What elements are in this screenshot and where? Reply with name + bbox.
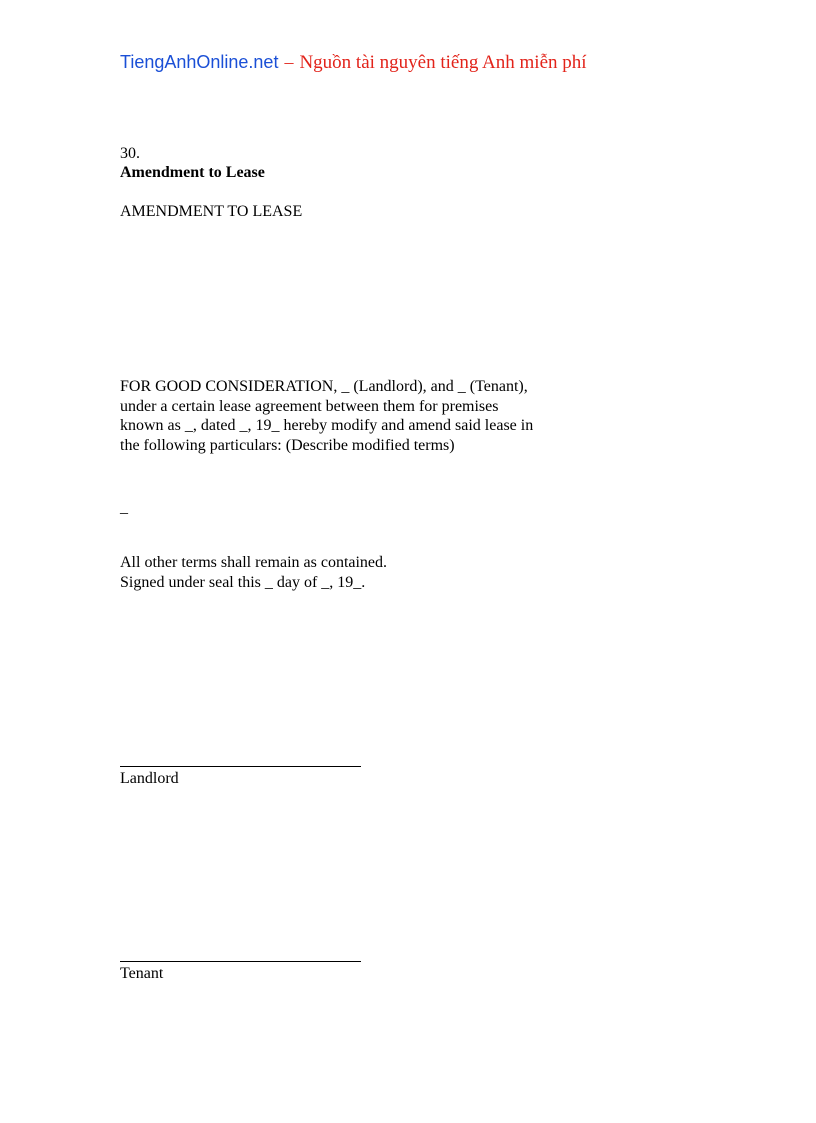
landlord-signature-label: Landlord [120,770,179,787]
document-number: 30. [120,145,140,162]
body-line-4: the following particulars: (Describe modified terms) [120,437,455,454]
document-heading: Amendment to Lease [120,164,265,181]
body-line-1: FOR GOOD CONSIDERATION, _ (Landlord), and _ (Tenant), [120,378,528,395]
header-tagline: Nguồn tài nguyên tiếng Anh miễn phí [299,52,587,73]
document-title: AMENDMENT TO LEASE [120,203,303,220]
tenant-signature-line [120,961,361,962]
closing-line-1: All other terms shall remain as contained. [120,554,388,571]
modified-terms-blank: _ [120,499,128,516]
tenant-signature-label: Tenant [120,965,164,982]
body-line-2: under a certain lease agreement between them for premises [120,398,499,415]
body-line-3: known as _, dated _, 19_ hereby modify and amend said lease in [120,417,534,434]
header-site-name[interactable]: TiengAnhOnline.net [120,52,279,72]
header-separator: – [284,52,294,72]
landlord-signature-line [120,766,361,767]
page-header [120,52,587,74]
closing-line-2: Signed under seal this _ day of _, 19_. [120,574,366,591]
